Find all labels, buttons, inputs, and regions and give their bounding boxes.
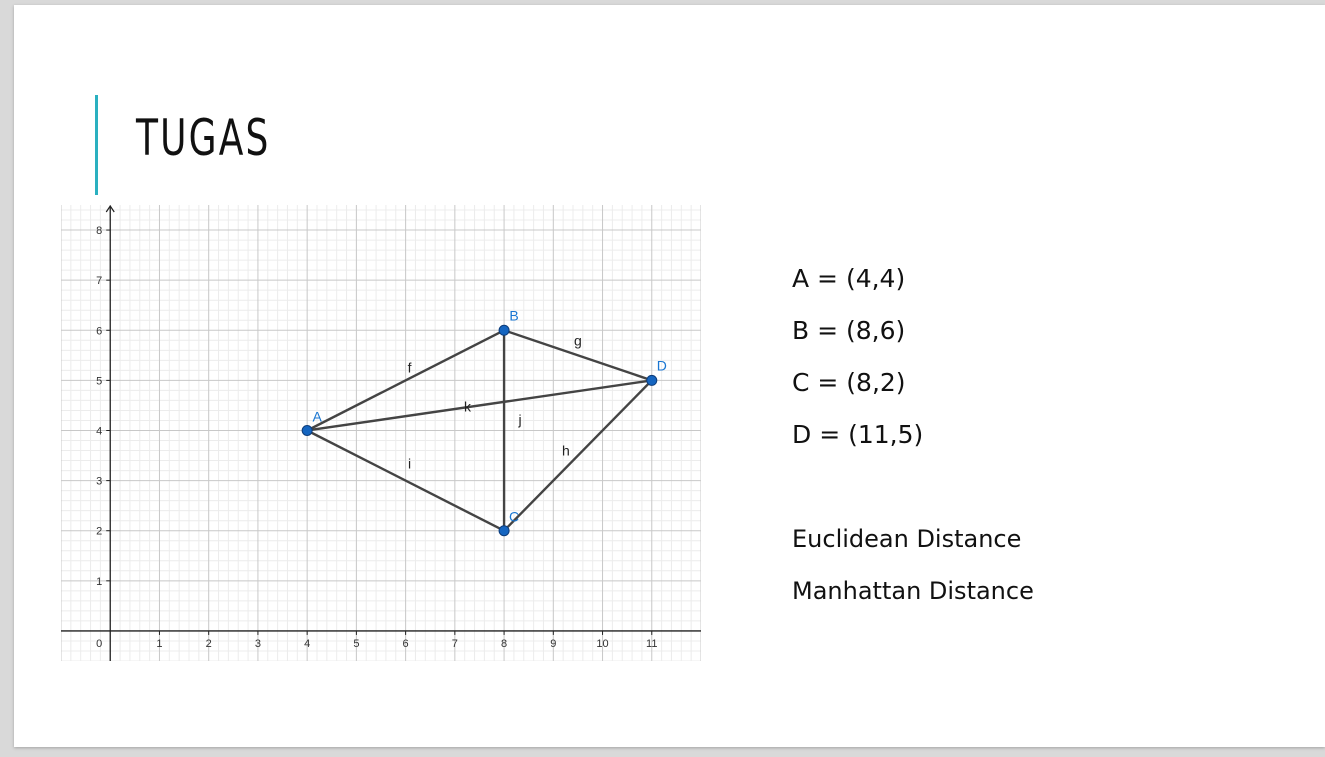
point-B <box>499 325 509 335</box>
y-tick-label: 4 <box>96 425 103 438</box>
x-tick-label: 7 <box>451 637 458 650</box>
y-tick-label: 5 <box>96 375 103 388</box>
segment-label-g: g <box>574 332 582 349</box>
y-tick-label: 3 <box>96 475 103 488</box>
x-tick-label: 9 <box>550 637 557 650</box>
x-tick-label: 11 <box>646 637 658 650</box>
point-d-coordinate: D = (11,5) <box>792 420 924 449</box>
x-tick-label: 4 <box>304 637 311 650</box>
segment-label-h: h <box>562 442 570 459</box>
point-D <box>647 375 657 385</box>
point-label-B: B <box>509 307 519 324</box>
x-tick-label: 10 <box>596 637 609 650</box>
coordinate-graph <box>61 205 701 661</box>
segment-label-f: f <box>407 359 412 376</box>
x-tick-label: 8 <box>501 637 508 650</box>
point-a-coordinate: A = (4,4) <box>792 264 906 293</box>
x-tick-label: 5 <box>353 637 360 650</box>
point-label-C: C <box>509 508 520 525</box>
manhattan-distance-label: Manhattan Distance <box>792 577 1034 605</box>
segment-label-i: i <box>408 455 412 472</box>
point-label-A: A <box>312 408 322 425</box>
point-b-coordinate: B = (8,6) <box>792 316 906 345</box>
y-tick-label: 1 <box>96 575 103 588</box>
y-tick-label: 6 <box>96 325 103 338</box>
graph-background <box>61 205 701 661</box>
y-tick-label: 8 <box>96 225 103 238</box>
point-label-D: D <box>656 357 667 374</box>
segment-label-j: j <box>518 411 522 428</box>
point-A <box>302 425 312 435</box>
euclidean-distance-label: Euclidean Distance <box>792 525 1022 553</box>
y-tick-label: 7 <box>96 275 103 288</box>
x-tick-label: 6 <box>402 637 409 650</box>
x-tick-label: 3 <box>254 637 261 650</box>
slide-title: TUGAS <box>136 109 271 167</box>
x-tick-label: 1 <box>156 637 163 650</box>
slide <box>14 5 1325 747</box>
x-tick-label: 0 <box>96 637 103 650</box>
x-tick-label: 2 <box>205 637 212 650</box>
point-C <box>499 526 509 536</box>
distance-methods-list <box>792 517 1034 621</box>
point-c-coordinate: C = (8,2) <box>792 368 906 397</box>
title-accent-bar <box>95 95 98 195</box>
y-tick-label: 2 <box>96 525 103 538</box>
segment-label-k: k <box>463 398 471 415</box>
point-coordinates-list <box>792 257 923 465</box>
